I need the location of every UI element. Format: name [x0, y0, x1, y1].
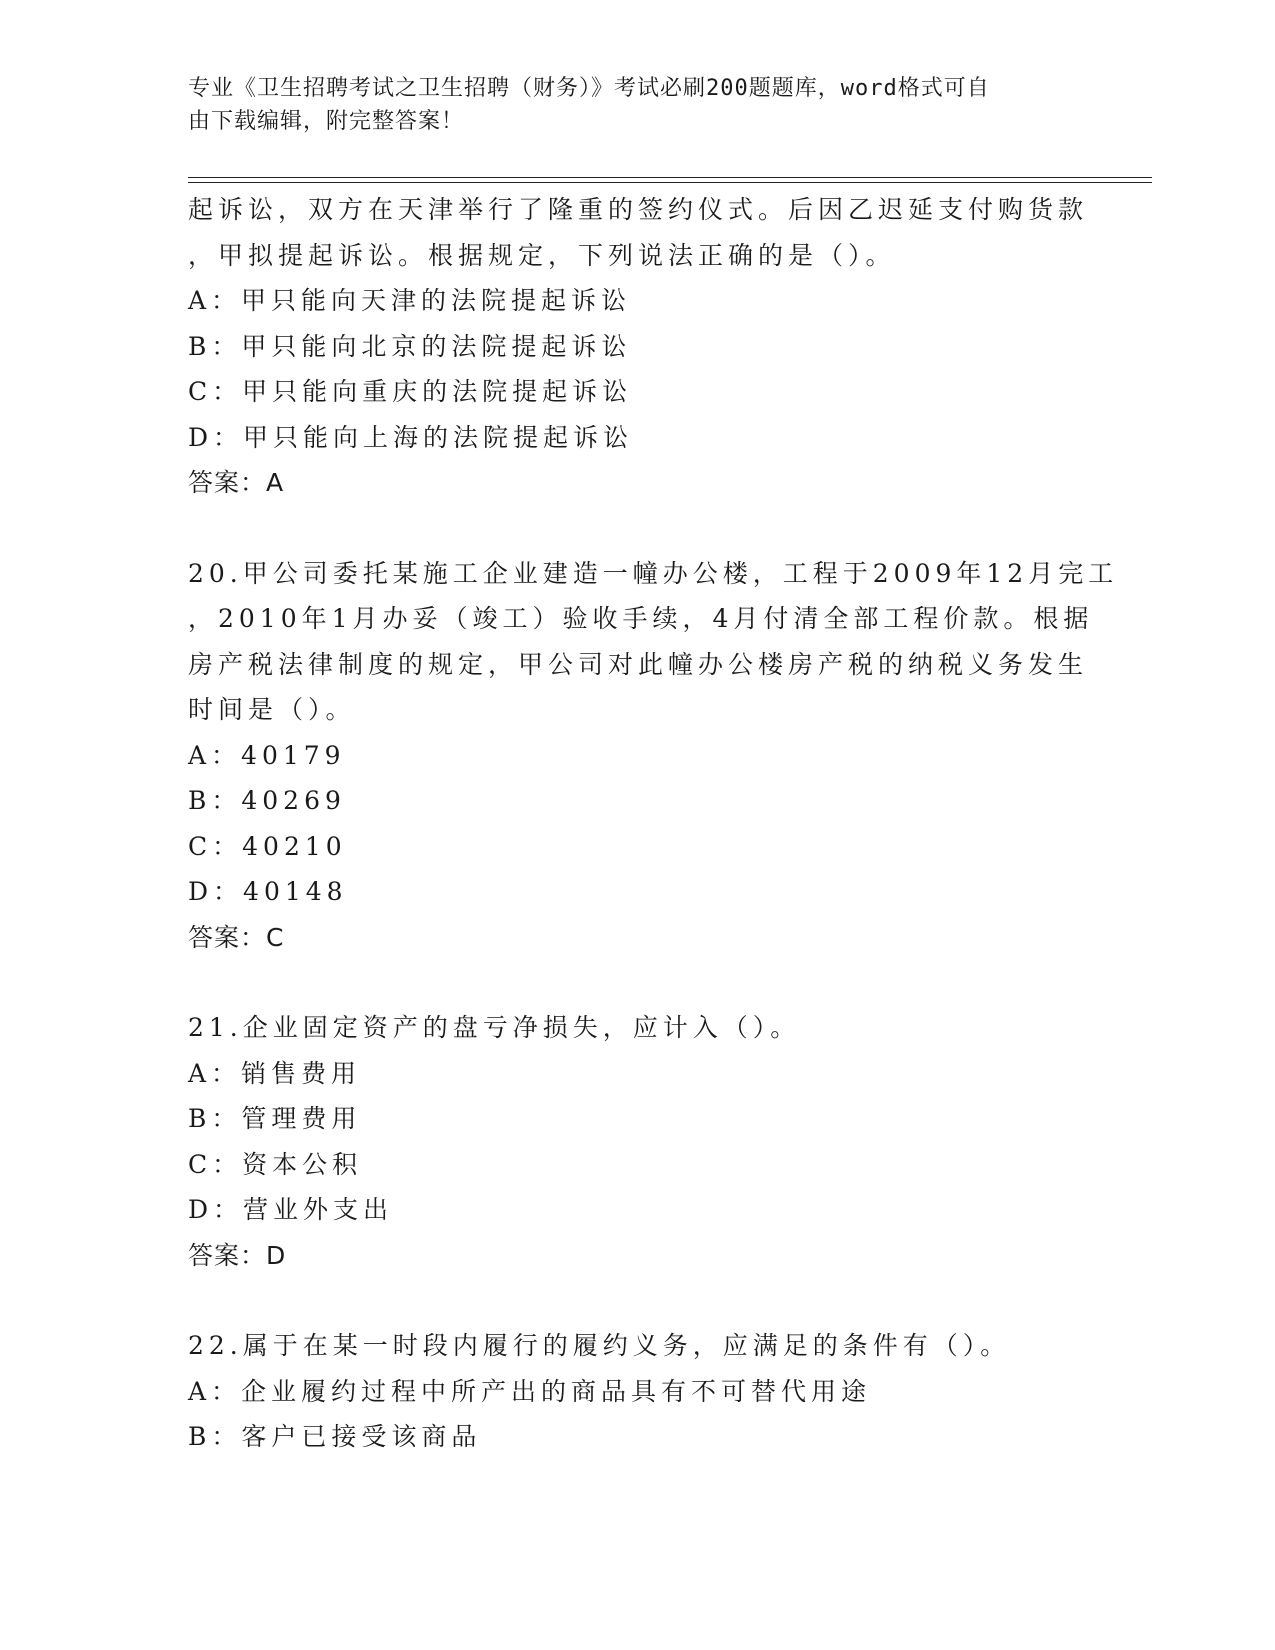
spacer	[188, 960, 1088, 1005]
option-a: A：企业履约过程中所产出的商品具有不可替代用途	[188, 1376, 872, 1406]
option-d: D：甲只能向上海的法院提起诉讼	[188, 422, 634, 452]
answer-line: 答案：C	[188, 922, 285, 952]
option-b: B：管理费用	[188, 1104, 362, 1133]
question-stem-line: 20.甲公司委托某施工企业建造一幢办公楼，工程于2009年12月完工	[188, 558, 1119, 588]
question-21	[188, 1005, 1088, 1278]
header-line-1: 专业《卫生招聘考试之卫生招聘（财务）》考试必刷200题题库，word格式可自	[188, 76, 990, 101]
spacer	[188, 1278, 1088, 1323]
question-content	[188, 187, 1119, 1460]
answer-line: 答案：D	[188, 1240, 287, 1270]
question-stem-line: 起诉讼，双方在天津举行了隆重的签约仪式。后因乙迟延支付购货款	[188, 195, 1089, 224]
option-d: D：营业外支出	[188, 1195, 394, 1224]
option-d: D：40148	[188, 877, 348, 906]
question-22	[188, 1323, 1088, 1460]
question-stem-line: 时间是（）。	[188, 695, 356, 724]
question-20	[188, 551, 1119, 961]
header-line-2: 由下载编辑，附完整答案！	[188, 109, 465, 134]
option-c: C：资本公积	[188, 1149, 363, 1179]
option-a: A：40179	[188, 740, 346, 770]
option-b: B：40269	[188, 786, 346, 815]
question-stem-line: ，甲拟提起诉讼。根据规定，下列说法正确的是（）。	[188, 240, 896, 270]
question-19	[188, 187, 1088, 506]
question-stem-line: 21.企业固定资产的盘亏净损失，应计入（）。	[188, 1013, 801, 1042]
option-b: B：甲只能向北京的法院提起诉讼	[188, 331, 632, 361]
option-a: A：甲只能向天津的法院提起诉讼	[188, 286, 632, 315]
header-rule-top	[188, 177, 1152, 178]
answer-line: 答案：A	[188, 468, 285, 497]
option-c: C：40210	[188, 831, 347, 861]
spacer	[188, 506, 1088, 551]
document-header	[188, 72, 1068, 138]
question-stem-line: ，2010年1月办妥（竣工）验收手续，4月付清全部工程价款。根据	[188, 604, 1094, 633]
option-c: C：甲只能向重庆的法院提起诉讼	[188, 377, 633, 406]
header-rule-bottom	[188, 182, 1152, 183]
option-a: A：销售费用	[188, 1058, 362, 1088]
option-b: B：客户已接受该商品	[188, 1422, 482, 1451]
question-stem-line: 22.属于在某一时段内履行的履约义务，应满足的条件有（）。	[188, 1331, 1011, 1360]
question-stem-line: 房产税法律制度的规定，甲公司对此幢办公楼房产税的纳税义务发生	[188, 649, 1089, 679]
